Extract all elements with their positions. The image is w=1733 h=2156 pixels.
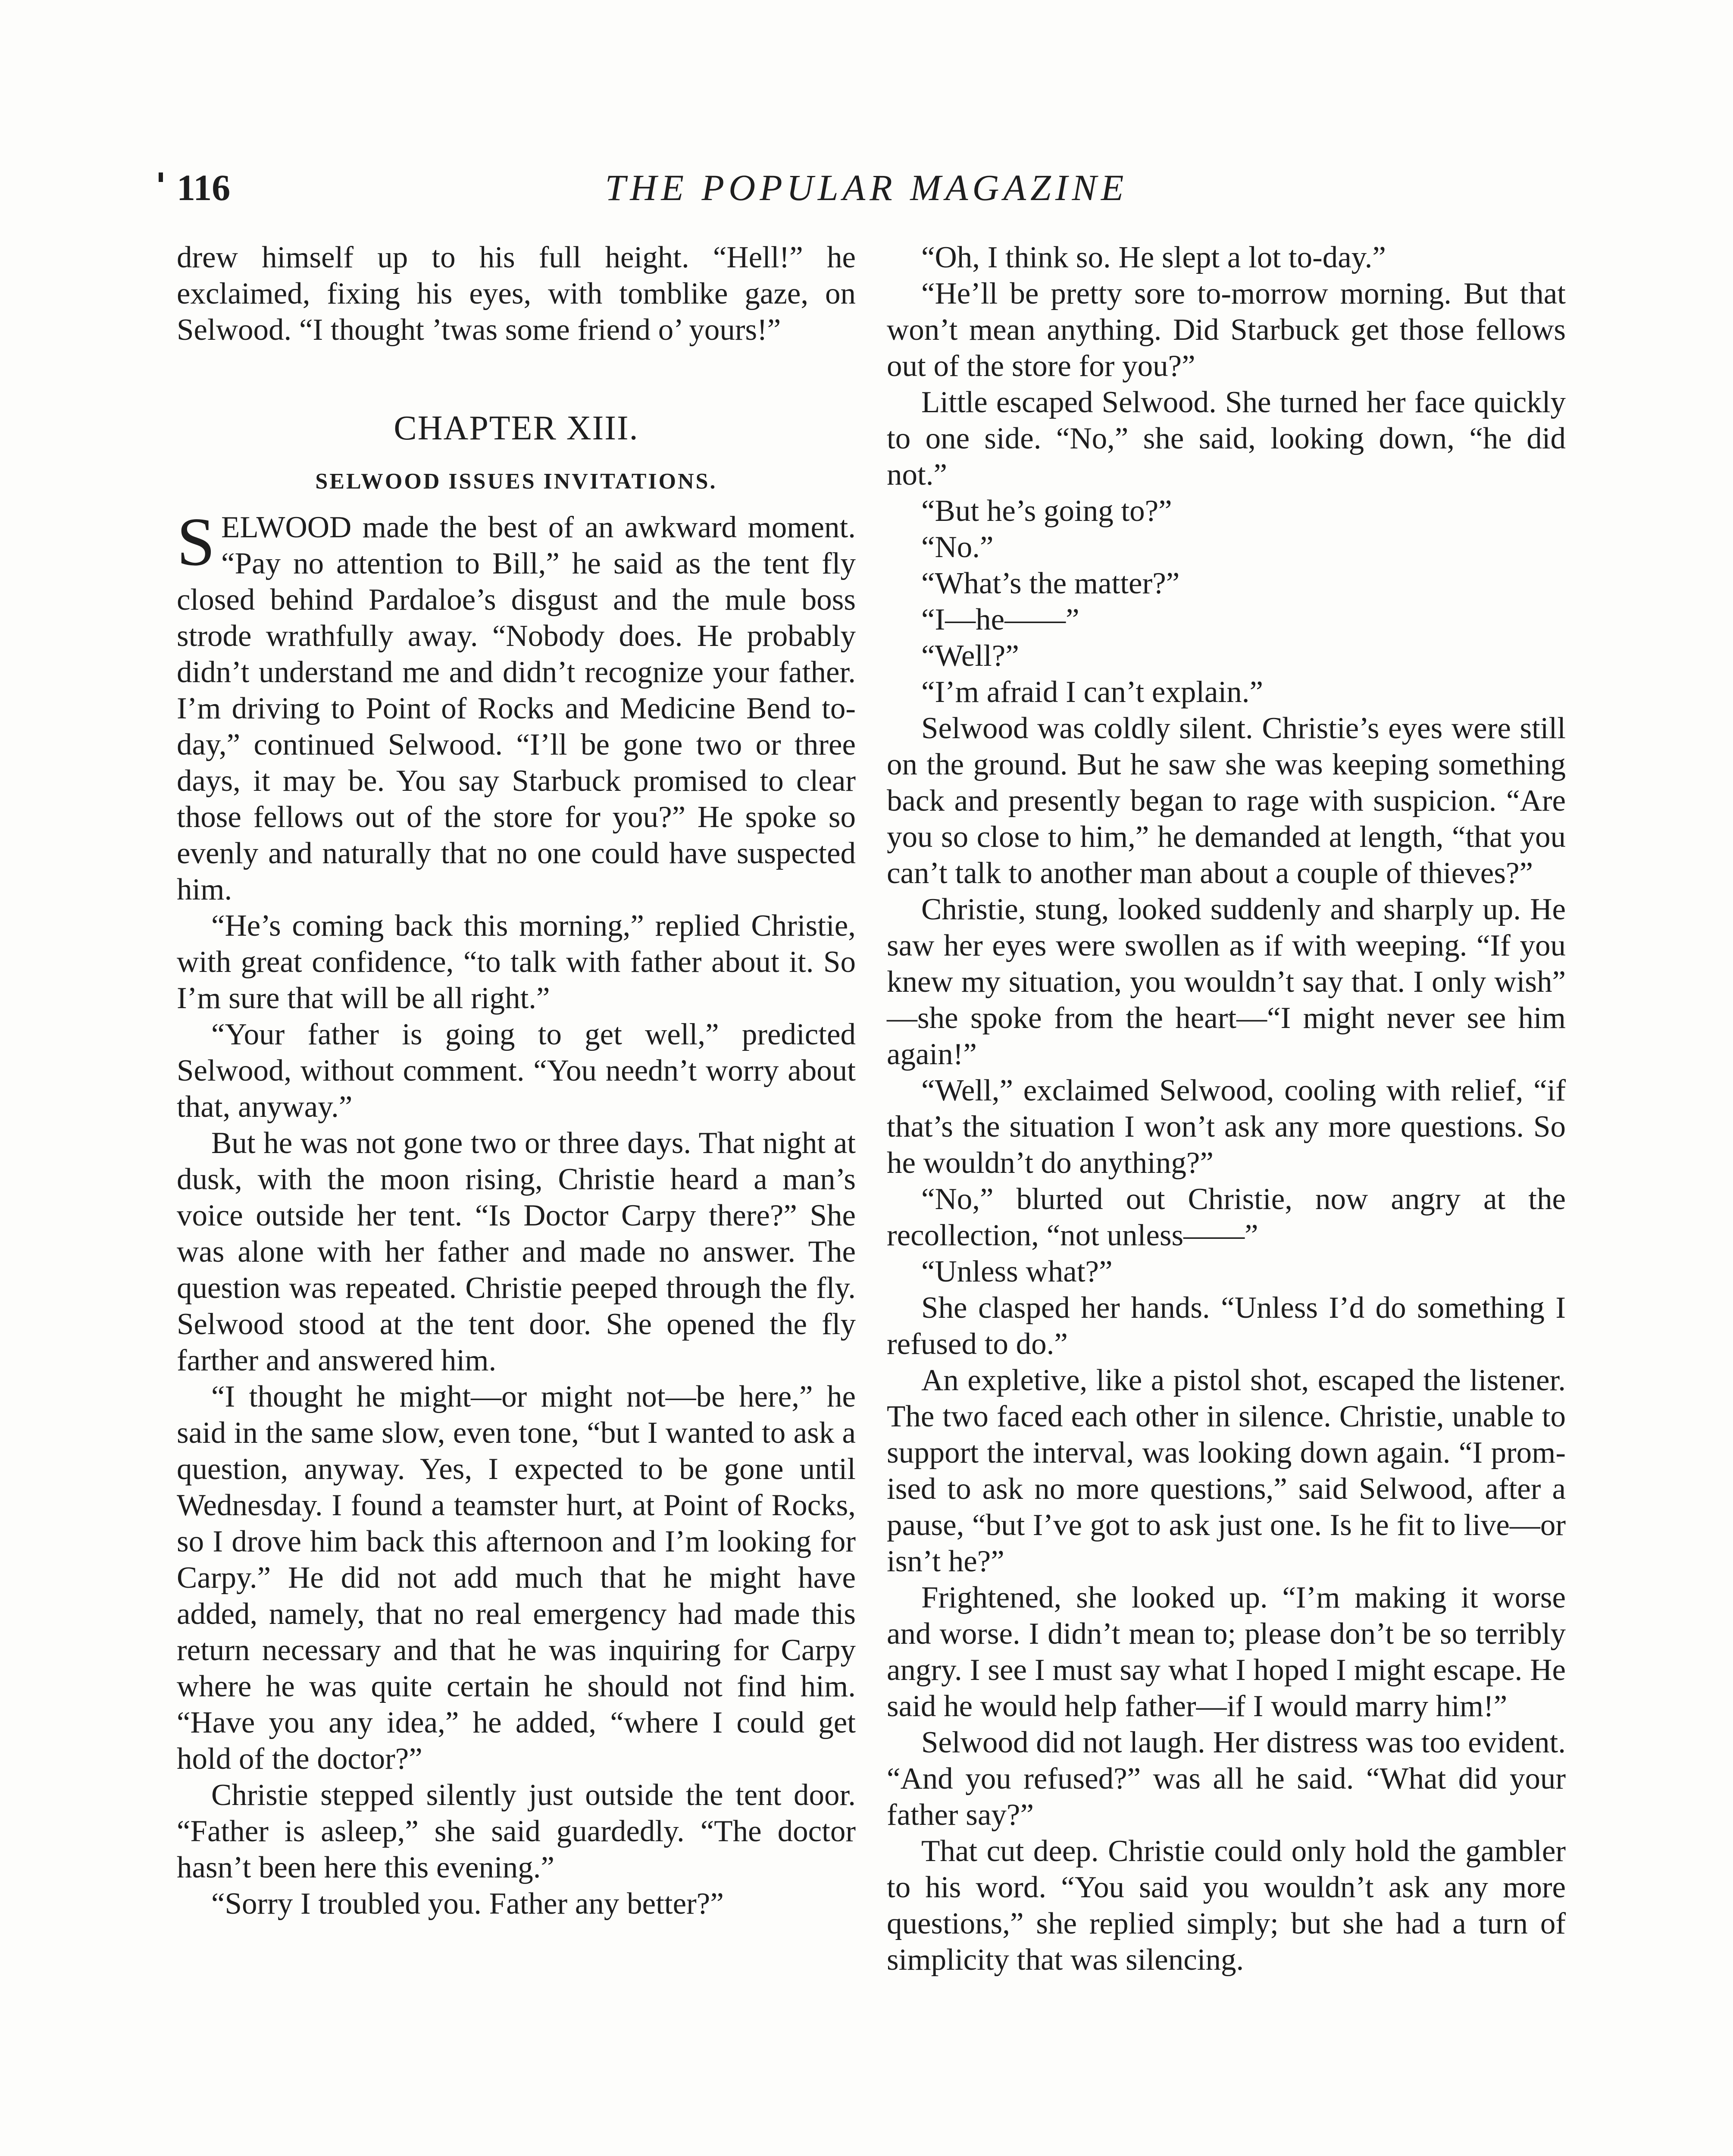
paragraph: “Sorry I troubled you. Father any better?” [211, 1887, 724, 1921]
drop-cap: S [177, 503, 215, 580]
paragraph: “Oh, I think so. He slept a lot to-day.” [921, 241, 1386, 274]
paragraph: Christie stepped silently just outside the tent door. “Father is asleep,” she said guardedly. “The doctor hasn’t been here this evening.” [177, 1778, 856, 1884]
paragraph: “Unless what?” [921, 1255, 1113, 1288]
left-column [177, 239, 856, 1922]
chapter-subtitle: SELWOOD ISSUES INVITATIONS. [315, 469, 717, 494]
running-title: THE POPULAR MAGAZINE [605, 167, 1128, 208]
paragraph: “Well?” [921, 639, 1019, 673]
paragraph: Christie, stung, looked suddenly and sharply up. He saw her eyes were swollen as if with weeping. “If you knew my situation, you wouldn’t say that. I only wish” —she spoke from the heart—“I might never see him again!” [887, 893, 1566, 1071]
chapter-heading: CHAPTER XIII. [394, 409, 639, 447]
paragraph: “But he’s going to?” [921, 494, 1172, 528]
paragraph: “He’ll be pretty sore to-morrow morning. But that won’t mean anything. Did Starbuck get those fellows out of the store for you?” [887, 277, 1566, 383]
paragraph: Selwood did not laugh. Her distress was too evident. “And you refused?” was all he said. “What did your father say?” [887, 1726, 1566, 1832]
paragraph: “Your father is going to get well,” predicted Selwood, without comment. “You needn’t worry about that, anyway.” [177, 1018, 856, 1124]
paragraph: “I—he——” [921, 603, 1079, 636]
paragraph: “He’s coming back this morning,” replied Christie, with great confidence, “to talk with father about it. So I’m sure that will be all right.” [177, 909, 856, 1015]
paragraph: “What’s the matter?” [921, 567, 1180, 600]
paragraph: Little escaped Selwood. She turned her face quickly to one side. “No,” she said, looking down, “he did not.” [887, 385, 1566, 492]
paragraph: That cut deep. Christie could only hold the gambler to his word. “You said you wouldn’t ask any more questions,” she replied simply; but she had a turn of simplicity that was silencing. [887, 1834, 1566, 1977]
paragraph: Selwood was coldly silent. Christie’s eyes were still on the ground. But he saw she was keeping something back and presently began to rage with suspicion. “Are you so close to him,” he demanded at length, “that you can’t talk to another man about a couple of thieves?” [887, 711, 1566, 890]
paragraph: She clasped her hands. “Unless I’d do something I refused to do.” [887, 1291, 1566, 1361]
right-column [887, 239, 1566, 1978]
paragraph: “I thought he might—or might not—be here,” he said in the same slow, even tone, “but I wanted to ask a question, anyway. Yes, I expected to be gone until Wednesday. I found a teamster hurt, at Point of Rocks, so I drove him back this afternoon and I’m looking for Carpy.” He did not add much that he might have added, namely, that no real emergency had made this return necessary and that he was inquiring for Carpy where he was quite certain he should not find him. “Have you any idea,” he added, “where I could get hold of the doctor?” [177, 1380, 856, 1776]
paragraph: Frightened, she looked up. “I’m making it worse and worse. I didn’t mean to; please don’t be so terribly angry. I see I must say what I hoped I might escape. He said he would help father—if I would marry him!” [887, 1581, 1566, 1723]
paragraph: “I’m afraid I can’t explain.” [921, 675, 1264, 709]
chapter-first-paragraph [177, 503, 856, 908]
paragraph: drew himself up to his full height. “Hell!” he exclaimed, fixing his eyes, with tomblike gaze, on Selwood. “I thought ’twas some friend o’ yours!” [177, 241, 856, 347]
paragraph: An expletive, like a pistol shot, escaped the listener. The two faced each other in silence. Christie, unable to support the interval, was looking down again. “I promised to ask no more questions,” said Selwood, after a pause, “but I’ve got to ask just one. Is he fit to live—or isn’t he?” [887, 1363, 1566, 1578]
page-number: 116 [177, 167, 231, 208]
paragraph: “Well,” exclaimed Selwood, cooling with relief, “if that’s the situation I won’t ask any more questions. So he wouldn’t do anything?” [887, 1074, 1566, 1180]
paragraph: “No,” blurted out Christie, now angry at the recollection, “not unless——” [887, 1182, 1566, 1252]
paragraph: “No.” [921, 530, 994, 564]
paragraph-text: ELWOOD made the best of an awkward moment. “Pay no attention to Bill,” he said as the tent fly closed behind Pardaloe’s disgust and the mule boss strode wrathfully away. “Nobody does. He probably didn’t understand me and didn’t recognize your father. I’m driving to Point of Rocks and Medicine Bend to-day,” continued Selwood. “I’ll be gone two or three days, it may be. You say Starbuck promised to clear those fellows out of the store for you?” He spoke so evenly and naturally that no one could have suspected him. [177, 511, 856, 906]
paragraph: But he was not gone two or three days. That night at dusk, with the moon rising, Christie heard a man’s voice outside her tent. “Is Doctor Carpy there?” She was alone with her father and made no answer. The question was repeated. Christie peeped through the fly. Selwood stood at the tent door. She opened the fly farther and answered him. [177, 1126, 856, 1377]
